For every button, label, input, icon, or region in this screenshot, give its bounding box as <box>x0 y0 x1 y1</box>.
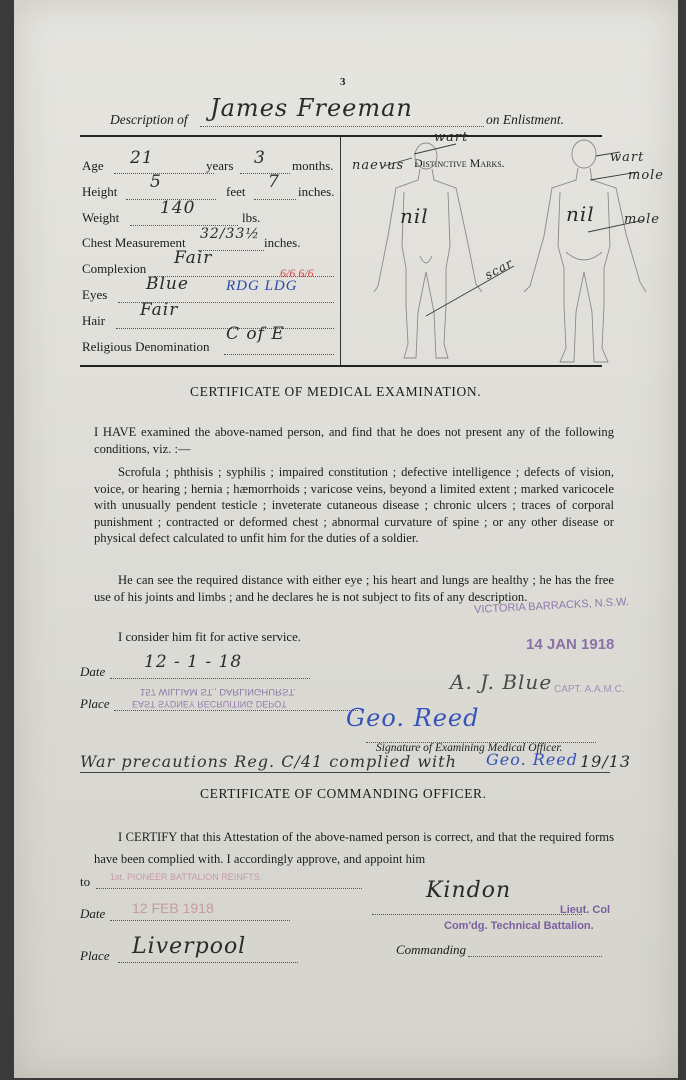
height-inches: 7 <box>268 172 280 192</box>
medical-signature-caption: Signature of Examining Medical Officer. <box>376 742 563 754</box>
rank-stamp: CAPT. A.A.M.C. <box>554 684 625 695</box>
mark-scar: scar <box>482 255 516 283</box>
months-label: months. <box>292 158 334 173</box>
medical-para-2: Scrofula ; phthisis ; syphilis ; impaired constitution ; defective intelligence ; defects of vision, voice, or hearing ; hernia ; hæmorrhoids ; varicose veins, beyond a limited extent ; marked varicocele with unusually pendent testicle ; inveterate cutaneous disease ; chronic ulcers ; traces of corporal punishment ; contracted or deformed chest ; abnormal curvature of spine ; or any other disease or physical defect calculated to unfit him for the duties of a soldier. <box>94 465 614 545</box>
battalion-stamp: 1st. PIONEER BATTALION REINFTS. <box>110 872 263 882</box>
medical-date-label: Date <box>80 664 106 679</box>
attestation-page <box>14 0 678 1078</box>
commanding-signature: Kindon <box>426 878 512 903</box>
complexion-value: Fair <box>174 248 213 268</box>
medical-para-1: I HAVE examined the above-named person, and find that he does not present any of the following conditions, viz. :— <box>94 425 614 456</box>
eyes-label: Eyes <box>82 287 108 302</box>
fit-statement: I consider him fit for active service. <box>118 630 301 644</box>
mark-nil-back: nil <box>566 202 595 226</box>
war-precautions-date: 19/13 <box>580 752 632 771</box>
weight-value: 140 <box>160 198 196 218</box>
height-feet: 5 <box>150 172 162 192</box>
medical-date-value: 12 - 1 - 18 <box>144 652 243 672</box>
commanding-para: I CERTIFY that this Attestation of the above-named person is correct, and that the required forms have been complied with. I accordingly approve, and appoint him <box>94 830 614 866</box>
mark-wart-top: wart <box>434 130 469 145</box>
eyes-value: Blue <box>146 274 189 294</box>
commanding-title: CERTIFICATE OF COMMANDING OFFICER. <box>200 786 487 801</box>
hair-value: Fair <box>140 300 179 320</box>
commanding-label: Commanding <box>396 942 467 957</box>
commanding-place-label: Place <box>80 948 110 963</box>
date-stamp-feb: 12 FEB 1918 <box>132 900 214 916</box>
religion-label: Religious Denomination <box>82 339 210 354</box>
commanding-place-value: Liverpool <box>132 934 247 959</box>
hair-label: Hair <box>82 313 106 328</box>
blue-signature: Geo. Reed <box>346 704 480 732</box>
medical-place-label: Place <box>80 696 110 711</box>
chest-value: 32/33½ <box>200 226 260 242</box>
mark-naevus: naevus <box>352 158 405 173</box>
height-label: Height <box>82 184 118 199</box>
chest-label: Chest Measurement <box>82 235 186 250</box>
depot-stamp-line2: 157 WILLIAM ST., DARLINGHURST. <box>140 686 296 697</box>
medical-para-3: He can see the required distance with either eye ; his heart and lungs are healthy ; he has the free use of his joints and limbs ; and he declares he is not subject to fits of any description. <box>94 573 614 604</box>
chest-unit: inches. <box>264 235 301 250</box>
form-number: 3 <box>340 76 346 88</box>
medical-officer-signature: A. J. Blue <box>450 670 553 694</box>
weight-unit: lbs. <box>242 210 261 225</box>
mark-wart-right: wart <box>610 150 645 165</box>
date-stamp-jan: 14 JAN 1918 <box>526 636 615 653</box>
eyes-annotation-red: 6/6 6/6 <box>280 266 314 280</box>
age-months: 3 <box>254 148 266 168</box>
barracks-stamp: VICTORIA BARRACKS, N.S.W. <box>473 595 630 617</box>
age-years: 21 <box>130 148 154 168</box>
complexion-label: Complexion <box>82 261 147 276</box>
distinctive-marks-title: Distinctive Marks. <box>414 156 505 170</box>
recruit-name: James Freeman <box>210 94 413 122</box>
religion-value: C of E <box>226 324 285 344</box>
depot-stamp-line1: EAST SYDNEY RECRUITING DEPOT <box>132 699 287 709</box>
technical-battalion-stamp: Com'dg. Technical Battalion. <box>444 920 594 932</box>
lieut-col-stamp: Lieut. Col <box>560 904 611 916</box>
header-prefix: Description of <box>110 112 188 127</box>
years-label: years <box>206 158 234 173</box>
eyes-annotation-blue: RDG LDG <box>226 278 298 294</box>
mark-nil-front: nil <box>400 204 429 228</box>
medical-title: CERTIFICATE OF MEDICAL EXAMINATION. <box>190 384 482 399</box>
commanding-to-label: to <box>80 874 91 889</box>
war-precautions-note: War precautions Reg. C/41 complied with <box>80 752 457 771</box>
inches-label: inches. <box>298 184 335 199</box>
age-label: Age <box>82 158 104 173</box>
mark-mole-lower: mole <box>624 212 661 227</box>
feet-label: feet <box>226 184 246 199</box>
header-suffix: on Enlistment. <box>486 112 564 127</box>
weight-label: Weight <box>82 210 120 225</box>
column-divider <box>340 137 341 365</box>
war-precautions-signature: Geo. Reed <box>486 750 578 769</box>
commanding-date-label: Date <box>80 906 106 921</box>
mark-mole-right: mole <box>628 168 665 183</box>
